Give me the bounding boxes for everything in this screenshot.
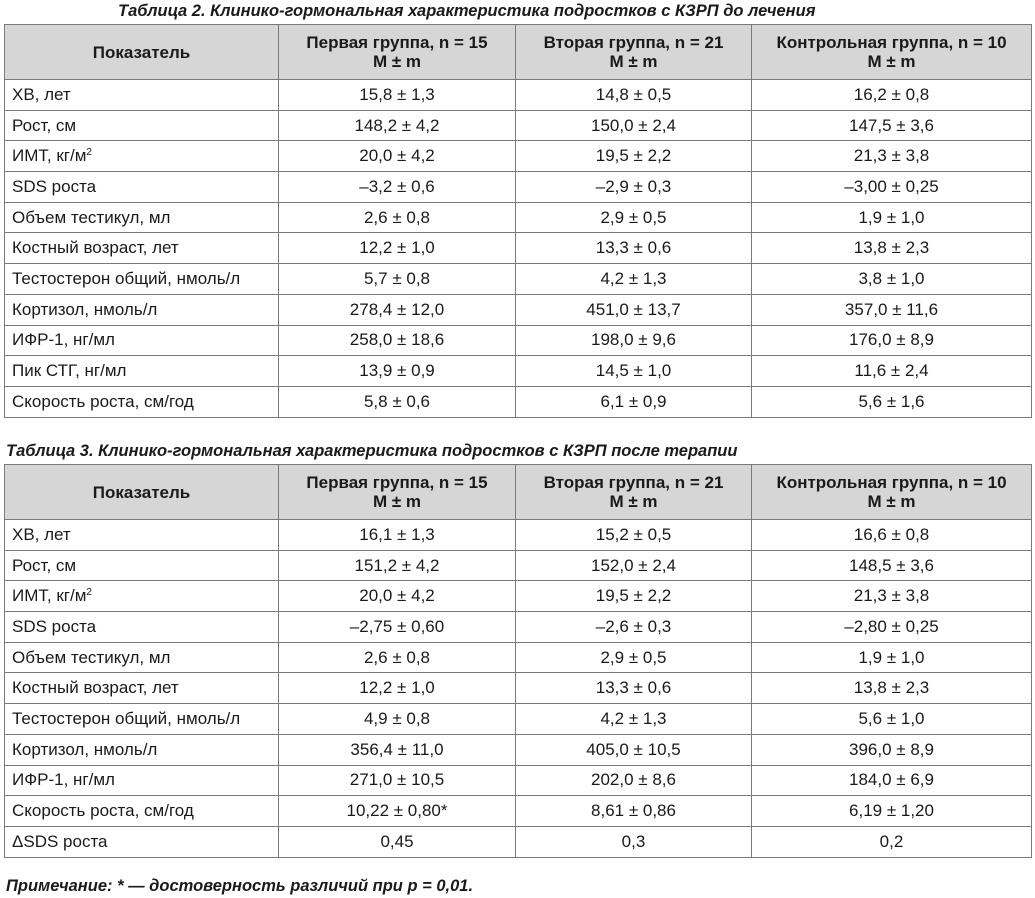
group2-value: 15,2 ± 0,5 (516, 520, 752, 551)
table-row (5, 612, 1032, 643)
indicator-text: SDS роста (12, 176, 97, 196)
group2-value: 14,5 ± 1,0 (516, 356, 752, 387)
row-indicator-label (5, 202, 279, 233)
control-value: 5,6 ± 1,6 (752, 386, 1032, 417)
table-row (5, 172, 1032, 203)
control-value: 176,0 ± 8,9 (752, 325, 1032, 356)
group2-value: 2,9 ± 0,5 (516, 642, 752, 673)
group1-value: 151,2 ± 4,2 (279, 550, 516, 581)
table-row (5, 673, 1032, 704)
row-indicator-label (5, 520, 279, 551)
group2-value: 19,5 ± 2,2 (516, 581, 752, 612)
indicator-text: Рост, см (12, 115, 77, 135)
table-row (5, 141, 1032, 172)
control-value: 3,8 ± 1,0 (752, 264, 1032, 295)
table1-caption: Таблица 2. Клинико-гормональная характеристика подростков с КЗРП до лечения (118, 2, 816, 20)
group1-value: 10,22 ± 0,80* (279, 796, 516, 827)
row-indicator-label (5, 612, 279, 643)
table-row (5, 581, 1032, 612)
indicator-text: Рост, см (12, 555, 77, 575)
table-row (5, 356, 1032, 387)
row-indicator-label (5, 550, 279, 581)
group2-value: 150,0 ± 2,4 (516, 110, 752, 141)
indicator-text: Объем тестикул, мл (12, 647, 171, 667)
indicator-text: Костный возраст, лет (12, 678, 179, 698)
table2-header-group2-stat: M ± m (609, 492, 658, 511)
group1-value: 4,9 ± 0,8 (279, 704, 516, 735)
control-value: 147,5 ± 3,6 (752, 110, 1032, 141)
control-value: 13,8 ± 2,3 (752, 673, 1032, 704)
row-indicator-label (5, 642, 279, 673)
table2 (4, 464, 1032, 858)
group2-value: –2,9 ± 0,3 (516, 172, 752, 203)
group2-value: 451,0 ± 13,7 (516, 294, 752, 325)
table2-caption: Таблица 3. Клинико-гормональная характеристика подростков с КЗРП после терапии (6, 442, 738, 460)
row-indicator-label (5, 704, 279, 735)
control-value: 184,0 ± 6,9 (752, 765, 1032, 796)
control-value: 148,5 ± 3,6 (752, 550, 1032, 581)
table-row (5, 796, 1032, 827)
group1-value: 16,1 ± 1,3 (279, 520, 516, 551)
table1-header-indicator: Показатель (5, 25, 279, 80)
control-value: 1,9 ± 1,0 (752, 642, 1032, 673)
row-indicator-label (5, 826, 279, 857)
indicator-text: Тестостерон общий, нмоль/л (12, 268, 241, 288)
control-value: –3,00 ± 0,25 (752, 172, 1032, 203)
row-indicator-label (5, 141, 279, 172)
row-indicator-label (5, 734, 279, 765)
table2-header-row (5, 465, 1032, 520)
unit-superscript: 2 (86, 587, 92, 599)
table-row (5, 294, 1032, 325)
group1-value: 258,0 ± 18,6 (279, 325, 516, 356)
indicator-text: Тестостерон общий, нмоль/л (12, 708, 241, 728)
table-row (5, 110, 1032, 141)
table1-header-group1 (279, 25, 516, 80)
indicator-text: Кортизол, нмоль/л (12, 299, 158, 319)
indicator-text: SDS роста (12, 616, 97, 636)
group2-value: –2,6 ± 0,3 (516, 612, 752, 643)
table1-header-control (752, 25, 1032, 80)
table-row (5, 520, 1032, 551)
control-value: 1,9 ± 1,0 (752, 202, 1032, 233)
table1-header-group2-title: Вторая группа, n = 21 (543, 33, 724, 52)
table2-header-indicator: Показатель (5, 465, 279, 520)
indicator-text: Скорость роста, см/год (12, 391, 194, 411)
table-row (5, 734, 1032, 765)
indicator-text: ИМТ, кг/м (12, 586, 87, 606)
row-indicator-label (5, 110, 279, 141)
group2-value: 4,2 ± 1,3 (516, 704, 752, 735)
table-row (5, 826, 1032, 857)
group1-value: 20,0 ± 4,2 (279, 581, 516, 612)
group1-value: 148,2 ± 4,2 (279, 110, 516, 141)
group2-value: 198,0 ± 9,6 (516, 325, 752, 356)
indicator-text: ΔSDS роста (12, 831, 108, 851)
control-value: 357,0 ± 11,6 (752, 294, 1032, 325)
row-indicator-label (5, 765, 279, 796)
group1-value: 5,8 ± 0,6 (279, 386, 516, 417)
group2-value: 8,61 ± 0,86 (516, 796, 752, 827)
group1-value: 13,9 ± 0,9 (279, 356, 516, 387)
row-indicator-label (5, 673, 279, 704)
row-indicator-label (5, 233, 279, 264)
group1-value: 12,2 ± 1,0 (279, 673, 516, 704)
group1-value: –3,2 ± 0,6 (279, 172, 516, 203)
table2-header-control-title: Контрольная группа, n = 10 (776, 473, 1007, 492)
table2-header-group2 (516, 465, 752, 520)
indicator-text: Объем тестикул, мл (12, 207, 171, 227)
group2-value: 13,3 ± 0,6 (516, 233, 752, 264)
table-row (5, 233, 1032, 264)
row-indicator-label (5, 796, 279, 827)
table-row (5, 386, 1032, 417)
group2-value: 19,5 ± 2,2 (516, 141, 752, 172)
indicator-text: ИМТ, кг/м (12, 146, 87, 166)
control-value: 21,3 ± 3,8 (752, 581, 1032, 612)
table1-header-group2 (516, 25, 752, 80)
control-value: 5,6 ± 1,0 (752, 704, 1032, 735)
row-indicator-label (5, 356, 279, 387)
control-value: 16,2 ± 0,8 (752, 80, 1032, 111)
table2-header-group1-stat: M ± m (372, 492, 422, 511)
group1-value: 20,0 ± 4,2 (279, 141, 516, 172)
row-indicator-label (5, 294, 279, 325)
indicator-text: Пик СТГ, нг/мл (12, 361, 127, 381)
table-row (5, 642, 1032, 673)
group2-value: 405,0 ± 10,5 (516, 734, 752, 765)
control-value: –2,80 ± 0,25 (752, 612, 1032, 643)
group1-value: 5,7 ± 0,8 (279, 264, 516, 295)
table1-header-row (5, 25, 1032, 80)
indicator-text: Кортизол, нмоль/л (12, 739, 158, 759)
control-value: 0,2 (752, 826, 1032, 857)
row-indicator-label (5, 581, 279, 612)
row-indicator-label (5, 386, 279, 417)
indicator-text: ХВ, лет (12, 84, 71, 104)
table1-header-group1-stat: M ± m (372, 52, 422, 71)
control-value: 21,3 ± 3,8 (752, 141, 1032, 172)
group1-value: –2,75 ± 0,60 (279, 612, 516, 643)
group1-value: 15,8 ± 1,3 (279, 80, 516, 111)
group1-value: 356,4 ± 11,0 (279, 734, 516, 765)
indicator-text: Скорость роста, см/год (12, 801, 194, 821)
table1-header-control-stat: M ± m (867, 52, 916, 71)
control-value: 16,6 ± 0,8 (752, 520, 1032, 551)
group2-value: 14,8 ± 0,5 (516, 80, 752, 111)
group2-value: 0,3 (516, 826, 752, 857)
group1-value: 12,2 ± 1,0 (279, 233, 516, 264)
table-row (5, 765, 1032, 796)
table2-header-control-stat: M ± m (867, 492, 916, 511)
group1-value: 271,0 ± 10,5 (279, 765, 516, 796)
group2-value: 2,9 ± 0,5 (516, 202, 752, 233)
unit-superscript: 2 (86, 147, 92, 159)
table-row (5, 80, 1032, 111)
table-row (5, 325, 1032, 356)
group1-value: 278,4 ± 12,0 (279, 294, 516, 325)
table2-header-group1-title: Первая группа, n = 15 (306, 473, 488, 492)
table2-header-group1 (279, 465, 516, 520)
control-value: 13,8 ± 2,3 (752, 233, 1032, 264)
table-row (5, 264, 1032, 295)
group2-value: 13,3 ± 0,6 (516, 673, 752, 704)
group1-value: 2,6 ± 0,8 (279, 642, 516, 673)
footnote: Примечание: * — достоверность различий при p = 0,01. (6, 877, 474, 895)
row-indicator-label (5, 264, 279, 295)
indicator-text: Костный возраст, лет (12, 238, 179, 258)
indicator-text: ИФР-1, нг/мл (12, 770, 115, 790)
indicator-text: ИФР-1, нг/мл (12, 330, 115, 350)
table1 (4, 24, 1032, 418)
table-row (5, 202, 1032, 233)
table-row (5, 704, 1032, 735)
group1-value: 0,45 (279, 826, 516, 857)
control-value: 396,0 ± 8,9 (752, 734, 1032, 765)
group1-value: 2,6 ± 0,8 (279, 202, 516, 233)
table1-header-control-title: Контрольная группа, n = 10 (776, 33, 1007, 52)
table1-header-group2-stat: M ± m (609, 52, 658, 71)
table2-header-group2-title: Вторая группа, n = 21 (543, 473, 724, 492)
row-indicator-label (5, 172, 279, 203)
indicator-text: ХВ, лет (12, 524, 71, 544)
group2-value: 6,1 ± 0,9 (516, 386, 752, 417)
row-indicator-label (5, 325, 279, 356)
control-value: 6,19 ± 1,20 (752, 796, 1032, 827)
group2-value: 202,0 ± 8,6 (516, 765, 752, 796)
control-value: 11,6 ± 2,4 (752, 356, 1032, 387)
table-row (5, 550, 1032, 581)
table2-header-control (752, 465, 1032, 520)
table1-header-group1-title: Первая группа, n = 15 (306, 33, 488, 52)
row-indicator-label (5, 80, 279, 111)
group2-value: 4,2 ± 1,3 (516, 264, 752, 295)
group2-value: 152,0 ± 2,4 (516, 550, 752, 581)
